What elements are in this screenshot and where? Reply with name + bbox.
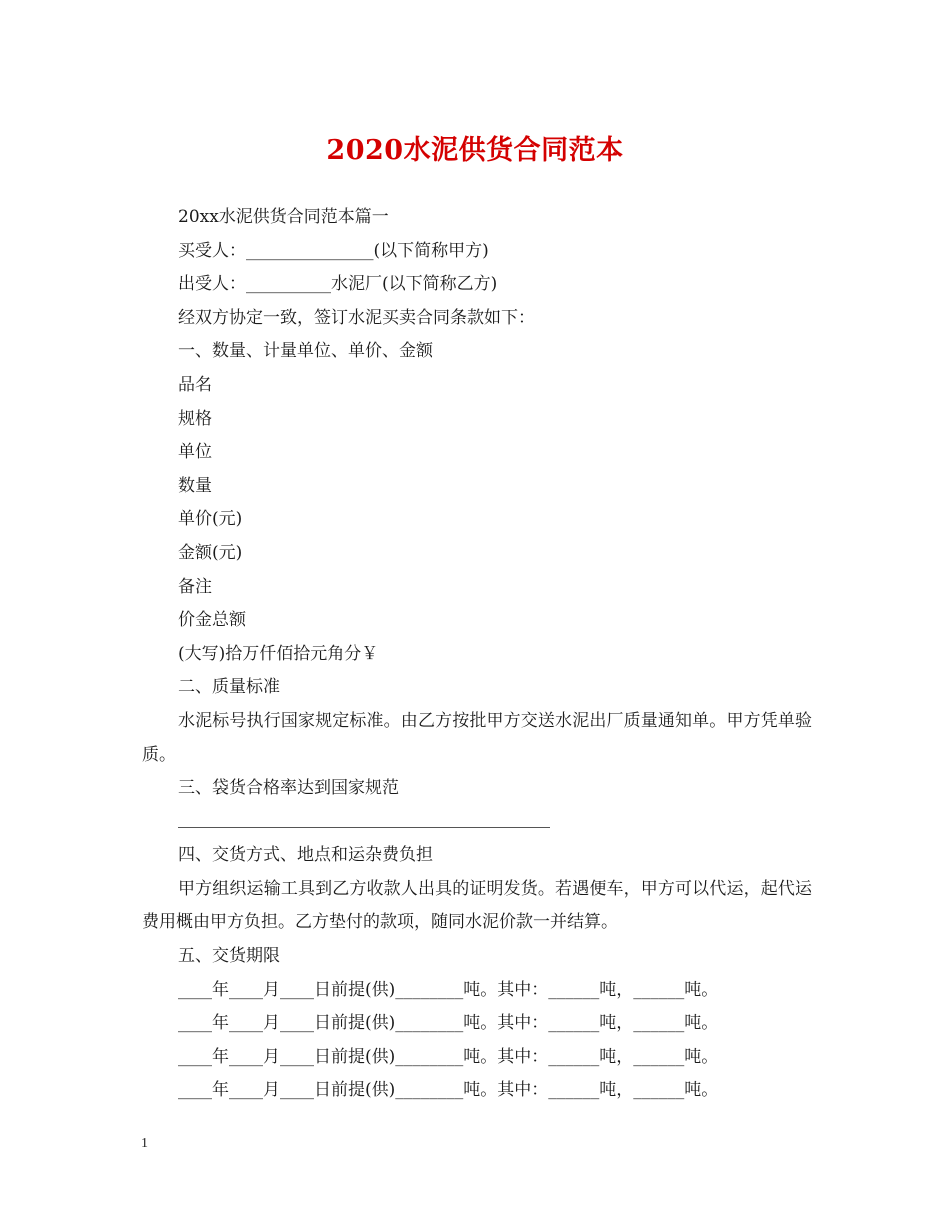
heading-quality: 二、质量标准 [178,677,280,698]
field-unit: 单位 [178,442,212,463]
field-quantity: 数量 [178,475,212,496]
page-number: 1 [141,1136,148,1151]
paragraph-quality: 水泥标号执行国家规定标准。由乙方按批甲方交送水泥出厂质量通知单。甲方凭单验质。 [142,710,812,765]
agreement-line: 经双方协定一致，签订水泥买卖合同条款如下： [178,307,535,328]
field-total-capital: (大写)拾万仟佰拾元角分￥ [178,643,379,664]
field-remarks: 备注 [178,576,212,597]
period-row: ____年____月____日前提(供)________吨。其中：______吨，______吨。 [178,1013,719,1034]
heading-bag-rate: 三、袋货合格率达到国家规范 [178,778,399,799]
document-body [142,201,812,1108]
field-total: 价金总额 [178,610,246,631]
field-amount: 金额(元) [178,542,243,563]
document-title: 2020水泥供货合同范本 [326,135,624,166]
seller-line: 出受人：__________水泥厂(以下简称乙方) [178,274,498,295]
field-product-name: 品名 [178,374,212,395]
period-row: ____年____月____日前提(供)________吨。其中：______吨，______吨。 [178,1046,719,1067]
section-intro: 20xx水泥供货合同范本篇一 [178,207,389,227]
field-spec: 规格 [178,408,212,429]
blank-underline [142,806,812,840]
field-unit-price: 单价(元) [178,509,243,530]
heading-delivery: 四、交货方式、地点和运杂费负担 [178,845,433,866]
heading-period: 五、交货期限 [178,946,280,967]
period-row: ____年____月____日前提(供)________吨。其中：______吨，______吨。 [178,1080,719,1101]
paragraph-delivery: 甲方组织运输工具到乙方收款人出具的证明发货。若遇便车，甲方可以代运，起代运费用概由甲方负担。乙方垫付的款项，随同水泥价款一并结算。 [142,878,812,933]
heading-quantity: 一、数量、计量单位、单价、金额 [178,341,433,362]
period-row: ____年____月____日前提(供)________吨。其中：______吨，______吨。 [178,979,719,1000]
buyer-line: 买受人：_______________(以下简称甲方) [178,240,489,261]
